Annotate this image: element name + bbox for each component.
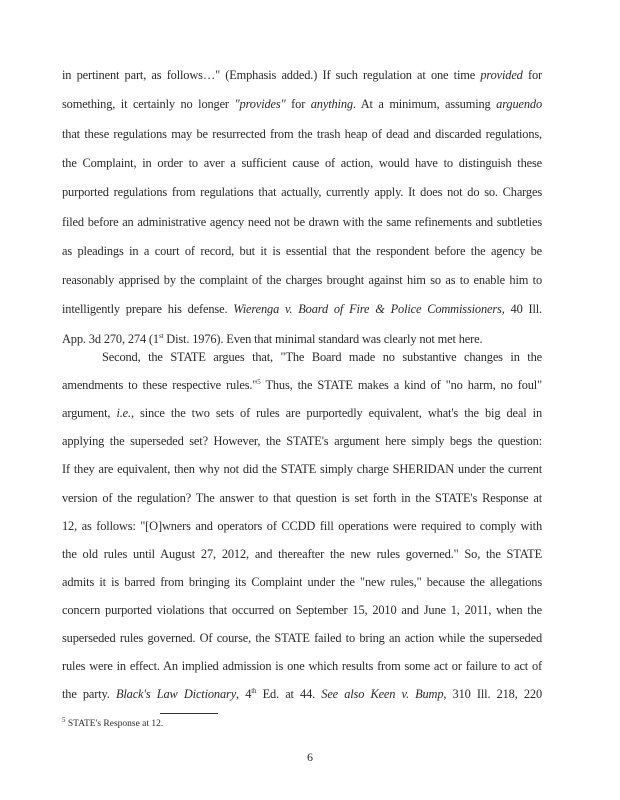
text-run: App. 3d 270, 274 (1 bbox=[62, 331, 159, 346]
text-run: intelligently prepare his defense. bbox=[62, 302, 234, 317]
text-run: . At a minimum, assuming bbox=[352, 97, 497, 112]
italic-text: i.e. bbox=[116, 406, 131, 421]
text-run: Ed. at 44. bbox=[256, 687, 322, 702]
superscript: th bbox=[251, 687, 257, 696]
text-run: , 40 Ill. bbox=[501, 302, 543, 317]
text-run: Second, the STATE argues that, "The Board made no substantive changes in the bbox=[102, 350, 542, 364]
text-run: the Complaint, in order to aver a sufficient cause of action, would have to distinguish these bbox=[62, 155, 542, 170]
text-line bbox=[62, 243, 542, 259]
text-line bbox=[62, 546, 542, 562]
italic-text: anything bbox=[310, 97, 353, 112]
text-run: 12, as follows: "[O]wners and operators of CCDD fill operations were required to comply with bbox=[62, 518, 542, 533]
italic-text: provided bbox=[480, 68, 523, 82]
text-line bbox=[62, 272, 542, 288]
italic-text: "provides" bbox=[234, 97, 286, 112]
italic-text: Wierenga v. Board of Fire & Police Commissioners bbox=[233, 302, 502, 317]
text-run: , 310 Ill. 218, 220 bbox=[443, 687, 542, 702]
text-run: Dist. 1976). Even that minimal standard was clearly not met here. bbox=[163, 331, 483, 346]
footnote-separator bbox=[160, 713, 218, 714]
text-line bbox=[62, 518, 542, 534]
text-run: version of the regulation? The answer to that question is set forth in the STATE's Response at bbox=[62, 490, 542, 505]
text-run: for bbox=[285, 97, 311, 112]
text-line bbox=[62, 67, 542, 83]
text-line bbox=[62, 686, 542, 702]
text-run: , 4 bbox=[236, 687, 252, 702]
text-run: filed before an administrative agency need not be drawn with the same refinements and subtleties bbox=[62, 214, 542, 229]
text-line bbox=[62, 405, 542, 421]
italic-text: arguendo bbox=[496, 97, 542, 112]
italic-text: Black's Law Dictionary bbox=[115, 687, 237, 702]
text-run: that these regulations may be resurrected from the trash heap of dead and discarded regulations, bbox=[62, 126, 542, 141]
text-line bbox=[62, 490, 542, 506]
text-line bbox=[62, 630, 542, 646]
text-run: in pertinent part, as follows…" (Emphasis added.) If such regulation at one time bbox=[62, 68, 481, 82]
text-run: If they are equivalent, then why not did the STATE simply charge SHERIDAN under the current bbox=[62, 462, 542, 477]
text-line bbox=[62, 602, 542, 618]
text-line bbox=[62, 214, 542, 230]
superscript: st bbox=[158, 331, 164, 340]
text-line bbox=[62, 574, 542, 590]
text-line bbox=[62, 433, 542, 449]
text-line bbox=[62, 377, 542, 393]
italic-text: See also Keen v. Bump bbox=[321, 687, 444, 702]
text-run: the party. bbox=[62, 687, 116, 702]
text-line bbox=[62, 331, 542, 347]
text-line bbox=[102, 349, 542, 365]
text-line bbox=[62, 184, 542, 200]
footnote-text: STATE's Response at 12. bbox=[65, 719, 164, 729]
text-line bbox=[62, 155, 542, 171]
text-run: superseded rules governed. Of course, the STATE failed to bring an action while the superseded bbox=[62, 631, 542, 645]
text-run: the old rules until August 27, 2012, and thereafter the new rules governed." So, the STATE bbox=[62, 546, 542, 561]
text-run: reasonably apprised by the complaint of the charges brought against him so as to enable him to bbox=[62, 273, 542, 288]
text-run: rules were in effect. An implied admission is one which results from some act or failure to act of bbox=[62, 659, 542, 674]
footnote bbox=[62, 715, 164, 729]
text-run: admits it is barred from bringing its Complaint under the "new rules," because the allegations bbox=[62, 574, 542, 589]
text-line bbox=[62, 658, 542, 674]
text-run: Thus, the STATE makes a kind of "no harm, no foul" bbox=[260, 378, 542, 393]
footnote-number: 5 bbox=[62, 715, 66, 724]
superscript: 5 bbox=[257, 377, 261, 386]
text-run: , since the two sets of rules are purportedly equivalent, what's the big deal in bbox=[130, 406, 542, 421]
text-line bbox=[62, 301, 542, 317]
text-run: argument, bbox=[62, 406, 117, 421]
text-run: concern purported violations that occurred on September 15, 2010 and June 1, 2011, when the bbox=[62, 602, 542, 617]
text-run: applying the superseded set? However, the STATE's argument here simply begs the question: bbox=[62, 434, 542, 449]
text-run: for bbox=[522, 68, 542, 82]
text-line bbox=[62, 126, 542, 142]
text-run: amendments to these respective rules." bbox=[62, 378, 258, 393]
text-run: something, it certainly no longer bbox=[62, 97, 235, 112]
text-line bbox=[62, 461, 542, 477]
text-line bbox=[62, 96, 542, 112]
text-run: as pleadings in a court of record, but it is essential that the respondent before the agency be bbox=[62, 243, 542, 258]
text-run: purported regulations from regulations that actually, currently apply. It does not do so. Charges bbox=[62, 185, 542, 200]
page-number: 6 bbox=[307, 750, 313, 764]
